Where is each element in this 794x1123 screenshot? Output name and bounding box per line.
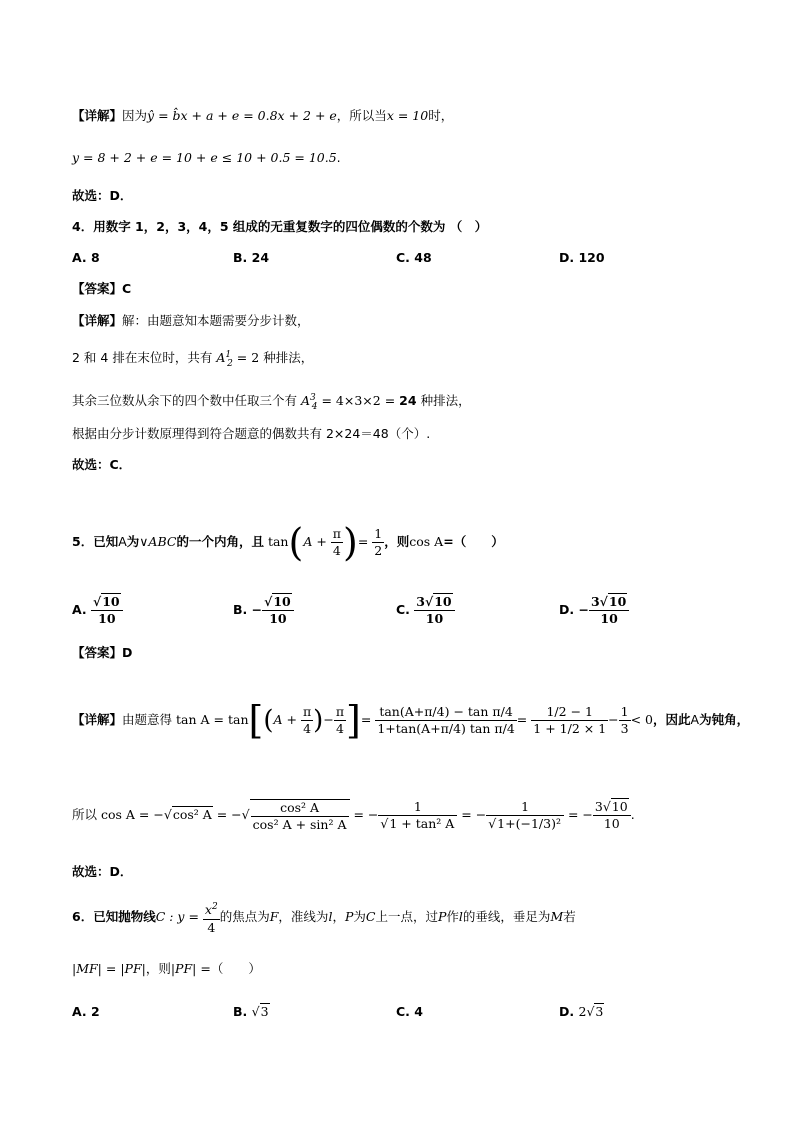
coef: 3	[416, 594, 425, 609]
triangle: ∨ABC	[139, 534, 177, 549]
rad: cos² A	[172, 807, 212, 822]
text: 所以	[72, 807, 98, 822]
eq: = −	[349, 807, 379, 822]
rad: 10	[611, 799, 628, 814]
label: B.	[233, 602, 248, 617]
var: P	[344, 909, 354, 924]
one-plus: 1 +	[533, 721, 556, 736]
coef: 3	[590, 594, 600, 609]
rad: 10	[434, 594, 452, 609]
rad: 10	[102, 594, 120, 609]
text: ，则	[384, 534, 410, 549]
den: 10	[269, 611, 287, 626]
label: A.	[72, 602, 87, 617]
sqrt: √cos² A	[163, 807, 212, 822]
label: D.	[559, 1004, 575, 1019]
x2-over-4	[203, 899, 220, 935]
num: 3√10	[593, 799, 631, 816]
frac	[378, 799, 457, 832]
q6-stem-line2	[72, 960, 261, 978]
var: A	[690, 712, 700, 727]
pi-over-4	[331, 526, 343, 559]
num: 1	[620, 704, 629, 719]
q5-select: 故选：D．	[72, 864, 133, 879]
text: ，准线为	[278, 909, 329, 924]
den: 1 + 1/2 × 1	[533, 721, 607, 736]
coef: 2	[578, 1004, 587, 1019]
den: 10	[603, 816, 620, 831]
value	[589, 594, 629, 627]
two: 2	[571, 721, 580, 736]
formula: = 4×3×2 =	[321, 393, 400, 409]
paren: (	[288, 520, 304, 565]
half: 1	[559, 721, 568, 736]
den: √1+(−1/3)²	[488, 816, 561, 831]
rad: 10	[273, 594, 291, 609]
label: B.	[233, 1004, 248, 1019]
num: 1/2 − 1	[531, 704, 608, 721]
tan-sum-formula	[375, 704, 516, 737]
num: $x^2$	[203, 899, 220, 919]
q4-detail4: 根据由分步计数原理得到符合题意的偶数共有 2×24＝48（个）.	[72, 426, 431, 441]
paren: )	[343, 520, 358, 565]
expr: A +	[273, 712, 297, 727]
num: π	[332, 526, 341, 541]
value	[91, 594, 123, 627]
var: l	[328, 909, 333, 924]
detail-tag: 【详解】	[72, 108, 123, 123]
detail-tag: 【详解】	[72, 313, 123, 328]
label: C.	[396, 602, 410, 617]
den: 4	[332, 543, 341, 558]
text: 解：由题意知本题需要分步计数，	[122, 313, 310, 328]
text: 上一点，过	[375, 909, 438, 924]
rad: 3	[595, 1004, 604, 1019]
q4-option-d: D. 120	[559, 250, 605, 265]
q5-answer: 【答案】D	[72, 645, 133, 660]
q4-option-b: B. 24	[233, 250, 270, 265]
q5-option-c	[396, 592, 455, 628]
q6-option-b	[233, 1003, 270, 1021]
den: √1 + tan² A	[380, 816, 455, 831]
q6-option-a: A. 2	[72, 1004, 100, 1019]
lt0: < 0	[630, 712, 654, 727]
rad: 3	[260, 1004, 269, 1019]
q3-select: 故选：D．	[72, 188, 133, 203]
coef: 3	[594, 799, 603, 814]
num: tan(A+π/4) − tan π/4	[375, 704, 516, 721]
den: 1+tan(A+π/4) tan π/4	[377, 721, 515, 736]
text: 其余三位数从余下的四个数中任取三个有	[72, 393, 298, 409]
tan: tan	[395, 721, 417, 736]
numeric-fraction	[531, 704, 608, 737]
q6-option-c: C. 4	[396, 1004, 423, 1019]
num: π	[302, 704, 312, 719]
text: 的焦点为	[219, 909, 270, 924]
formula: |MF| = |PF|	[72, 961, 146, 976]
half: 1	[546, 704, 555, 719]
q6-stem-line1	[72, 897, 576, 937]
value	[262, 594, 294, 627]
frac	[593, 799, 631, 832]
frac	[486, 799, 564, 832]
text: 作	[446, 909, 459, 924]
num: √10	[91, 594, 123, 611]
text: ，	[332, 909, 345, 924]
two: 2	[558, 704, 567, 719]
cos: cos A	[409, 534, 444, 549]
paren: (	[263, 705, 274, 736]
q5-option-b	[233, 592, 294, 628]
eq: = −	[457, 807, 487, 822]
text: 为	[126, 534, 140, 549]
number: 24	[399, 393, 417, 409]
text: 的垂线，垂足为	[462, 909, 551, 924]
period: .	[336, 150, 341, 165]
pi-over-4	[301, 704, 313, 737]
half	[372, 526, 384, 559]
var: C	[365, 909, 376, 924]
parabola: C : y =	[155, 909, 199, 924]
eq: =	[357, 534, 369, 549]
q4-option-a: A. 8	[72, 250, 100, 265]
formula: y = 8 + 2 + e = 10 + e ≤ 10 + 0.5 = 10.5	[72, 150, 337, 165]
bracket: ]	[346, 698, 361, 743]
den: 10	[98, 611, 116, 626]
times1: × 1	[583, 721, 607, 736]
eq: = −	[212, 807, 242, 822]
q4-stem: 4．用数字 1，2，3，4，5 组成的无重复数字的四位偶数的个数为 （ ）	[72, 219, 488, 234]
rad: 10	[608, 594, 627, 609]
tan-expr: tan A = tan	[176, 712, 249, 727]
var: l	[458, 909, 463, 924]
den: 2	[374, 543, 383, 558]
den: 4	[207, 919, 216, 935]
text: 5．已知	[72, 534, 119, 549]
num: π	[335, 704, 345, 719]
regression-formula: ŷ = b̂x + a + e = 0.8x + 2 + e	[147, 108, 337, 123]
text: 为	[353, 909, 366, 924]
num: 3√10	[414, 594, 454, 611]
neg: −	[578, 602, 589, 617]
eq: =	[516, 712, 528, 727]
den: cos² A + sin² A	[252, 816, 347, 832]
neg: −	[251, 602, 263, 617]
q3-detail-line2	[72, 149, 341, 167]
num: √10	[262, 594, 294, 611]
text: ，因此	[653, 712, 691, 727]
tan: tan	[469, 721, 491, 736]
sqrt: √3	[251, 1004, 269, 1019]
den: 10	[425, 611, 444, 626]
var: F	[269, 909, 279, 924]
one-third	[619, 704, 631, 737]
q4-answer: 【答案】C	[72, 281, 132, 296]
text: 种排法，	[420, 393, 471, 409]
q5-detail-line2	[72, 788, 635, 842]
formula: |PF| =	[170, 961, 211, 976]
text: ，则	[145, 961, 171, 976]
q5-option-d	[559, 592, 629, 628]
den: 4	[335, 721, 344, 736]
formula: x = 10	[386, 108, 429, 123]
text: 6．已知抛物线	[72, 909, 156, 924]
q6-option-d	[559, 1003, 604, 1021]
var: P	[437, 909, 447, 924]
cos-expr: cos A = −	[101, 807, 164, 822]
text: ，所以当	[336, 108, 387, 123]
arrangement-a22: $A^1_2$	[216, 350, 233, 369]
text: 种排法，	[263, 350, 314, 366]
bracket: [	[248, 698, 264, 743]
minus1: − 1	[570, 704, 593, 719]
q3-detail-line	[72, 107, 453, 125]
text: （ ）	[210, 961, 261, 976]
x: x	[204, 902, 212, 918]
text: =（ ）	[443, 534, 504, 549]
minus: −	[323, 712, 334, 727]
q5-detail-line1	[72, 695, 749, 746]
q5-option-a	[72, 592, 123, 628]
tan: tan	[379, 704, 400, 719]
text: 因为	[122, 108, 148, 123]
sqrt: √ $\frac{\text{cos² A}}{\text{cos² A + sin² A}}$	[242, 807, 350, 822]
paren: )	[313, 705, 324, 736]
den: 10	[600, 611, 618, 626]
num: 3√10	[589, 594, 629, 611]
q5-stem	[72, 522, 504, 563]
expr: A +	[303, 534, 327, 549]
den: 3	[620, 721, 629, 736]
rad: 1 + tan² A	[389, 816, 455, 831]
num: 1	[486, 799, 564, 816]
tan: tan	[467, 704, 489, 719]
var: M	[550, 909, 564, 924]
formula: = 2	[236, 350, 260, 366]
text: 时，	[428, 108, 454, 123]
detail-tag: 【详解】	[72, 712, 123, 727]
q4-detail1	[72, 312, 310, 330]
q4-detail2	[72, 346, 313, 373]
q4-detail3	[72, 389, 471, 416]
text: 的一个内角，且	[176, 534, 264, 549]
num: cos² A	[251, 800, 349, 817]
eq: = −	[563, 807, 593, 822]
num: 1	[374, 526, 383, 541]
value	[414, 594, 454, 627]
text: 由题意得	[122, 712, 173, 727]
sqrt: 2√3	[578, 1004, 604, 1019]
label: D.	[559, 602, 575, 617]
text: 若	[563, 909, 576, 924]
text: 为钝角，	[699, 712, 750, 727]
pi-over-4	[334, 704, 346, 737]
q4-option-c: C. 48	[396, 250, 432, 265]
var: A	[118, 534, 127, 549]
arrangement-a43: $A^3_4$	[301, 393, 318, 412]
tan: tan	[267, 534, 289, 549]
rad: 1+(−1/3)²	[497, 816, 561, 831]
den: 4	[303, 721, 312, 736]
frac	[250, 799, 350, 833]
text: 2 和 4 排在末位时，共有	[72, 350, 213, 366]
period: .	[630, 807, 635, 822]
num: 1	[378, 799, 457, 816]
eq: =	[360, 712, 372, 727]
q4-select: 故选：C．	[72, 457, 132, 472]
minus: −	[608, 712, 619, 727]
